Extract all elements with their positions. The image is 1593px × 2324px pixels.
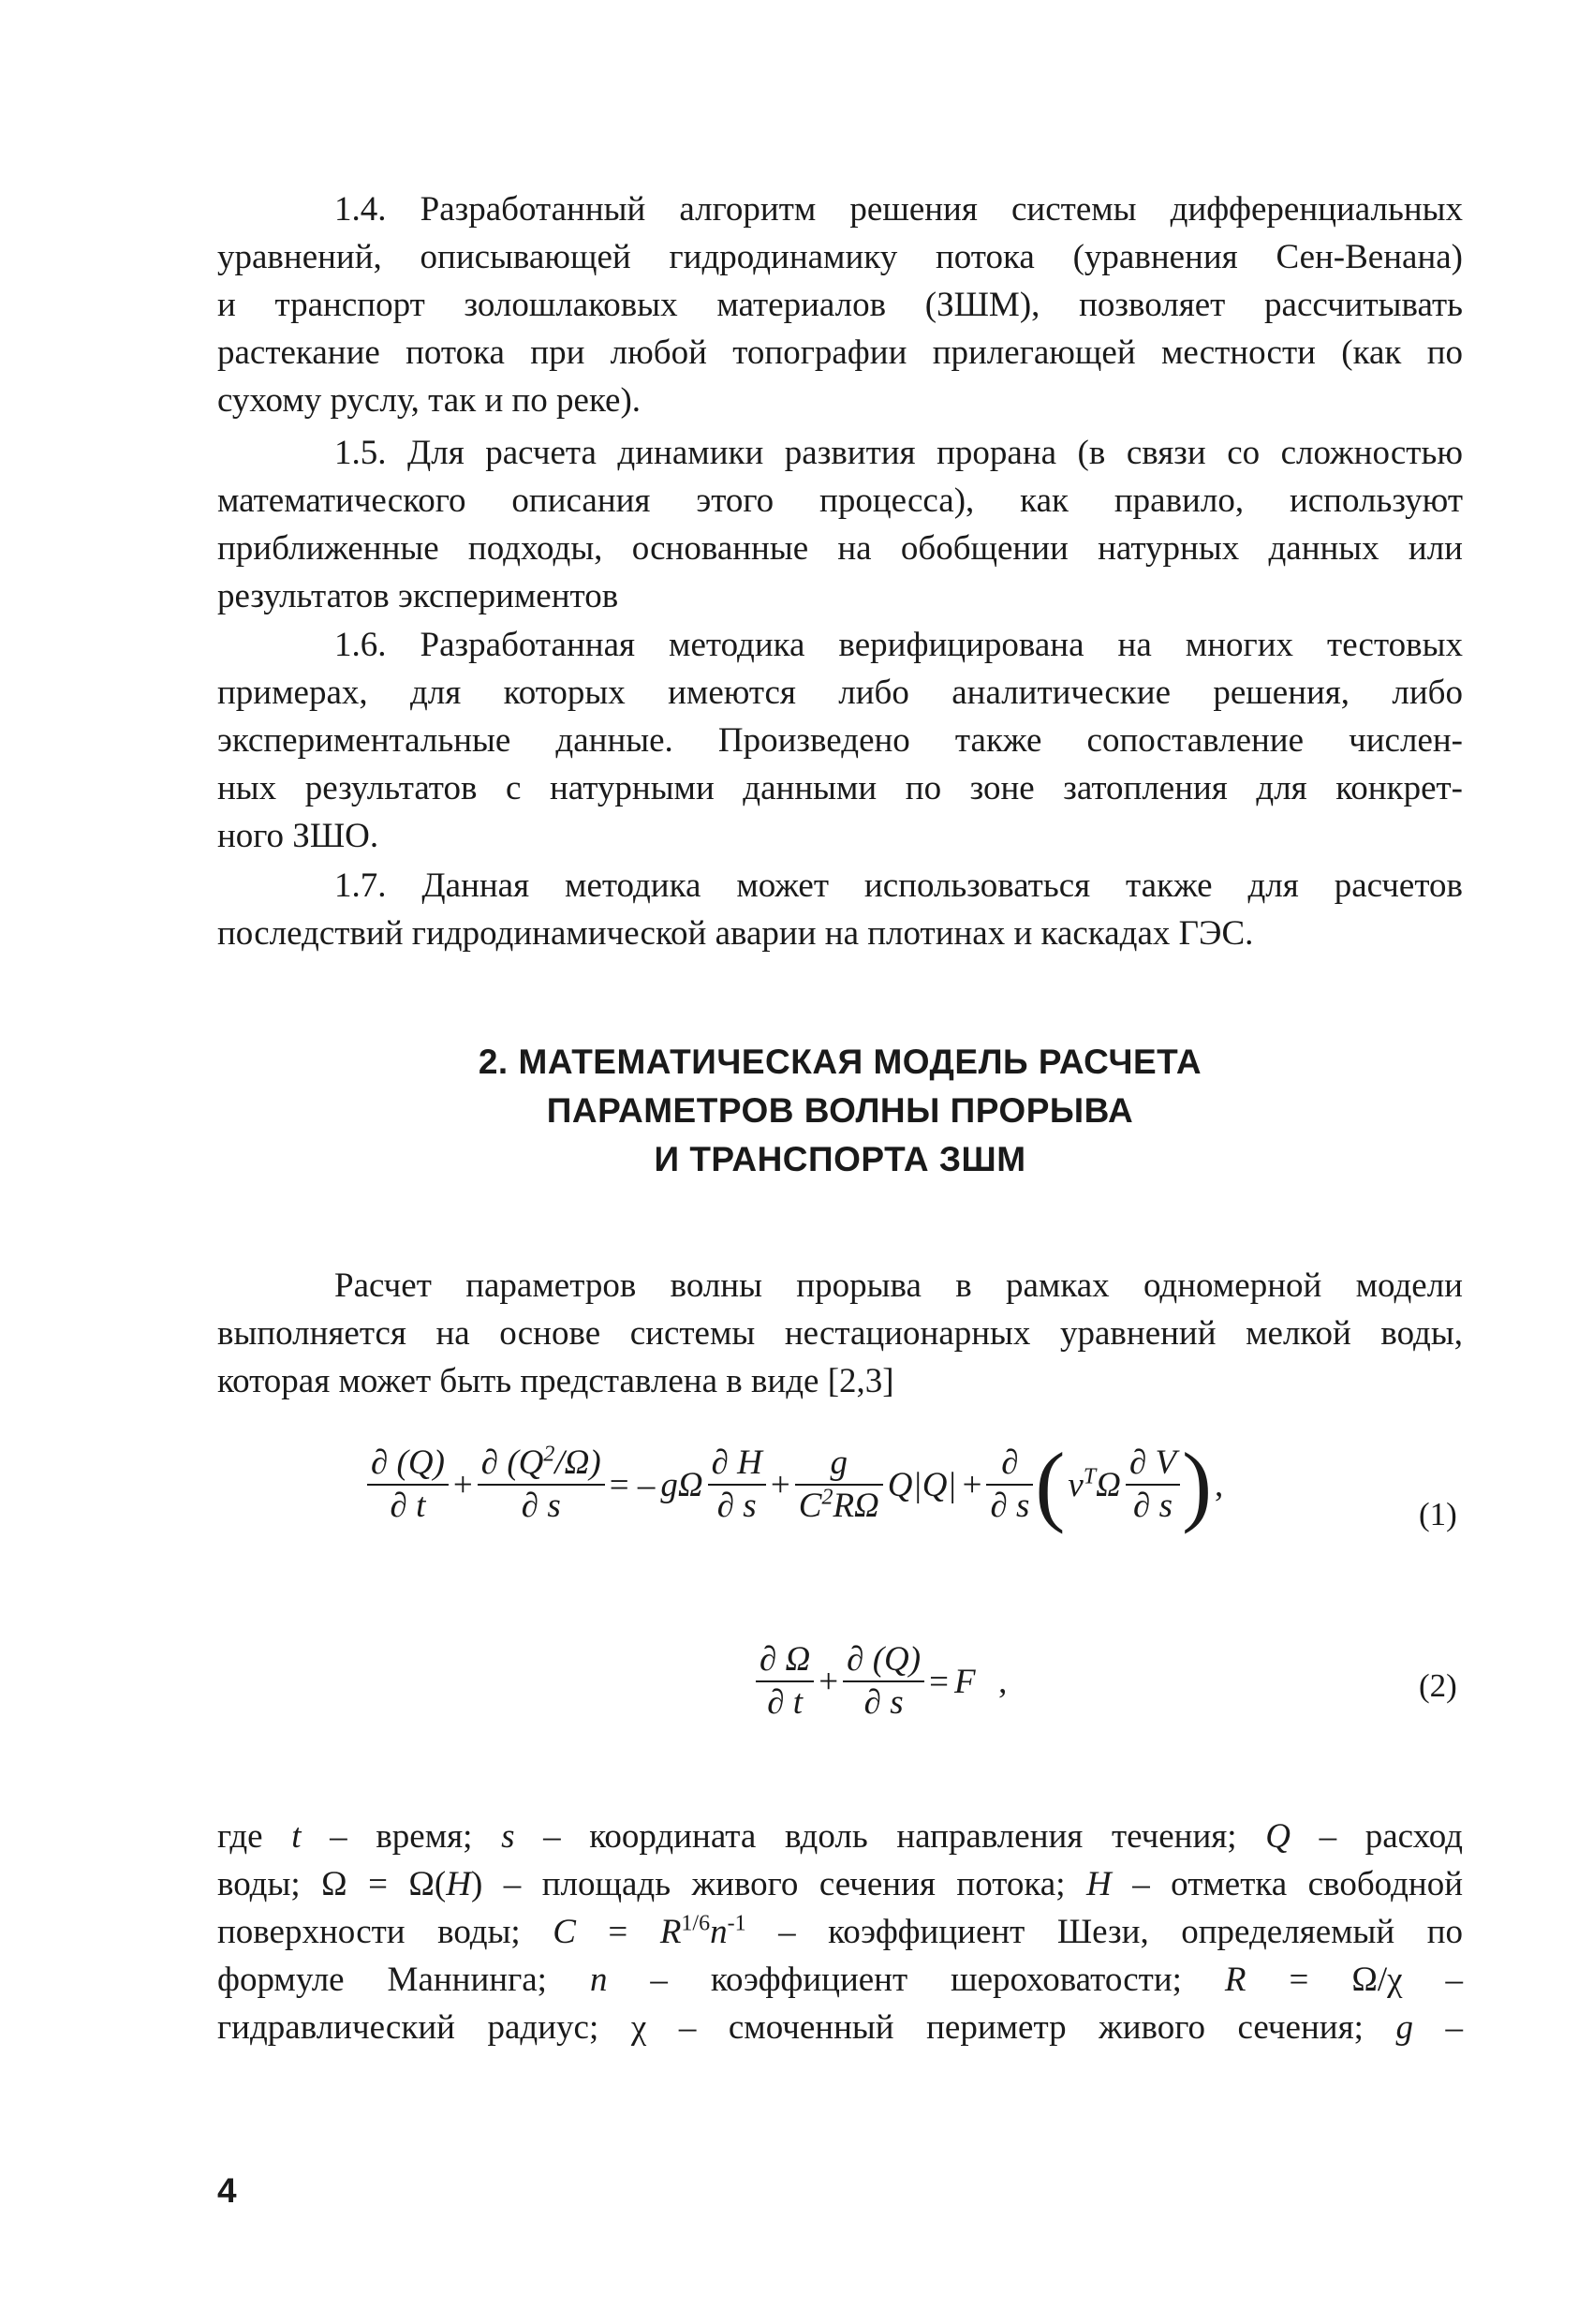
- eq1-term-d-ds: $\frac{\partial}{\partial s}$: [986, 1443, 1033, 1527]
- paragraph-1-7: [217, 862, 1463, 957]
- equation-2: $\frac{\partial \Omega}{\partial t}$ + $\frac{\partial (Q)}{\partial s}$ = F ,: [754, 1639, 1010, 1724]
- p15-line-3: приближенные подходы, основанные на обобщении натурных данных или: [217, 529, 1463, 568]
- eq1-term-friction: $\frac{g}{C^2R\Omega}$: [795, 1443, 883, 1527]
- p16-line-1: 1.6. Разработанная методика верифицирована на многих тестовых: [334, 626, 1463, 664]
- p16-line-5: ного ЗШО.: [217, 817, 379, 855]
- eq1-term-dHds: $\frac{\partial H}{\partial s}$: [708, 1443, 766, 1527]
- p14-line-5: сухому руслу, так и по реке).: [217, 381, 642, 420]
- heading-line-2: ПАРАМЕТРОВ ВОЛНЫ ПРОРЫВА: [546, 1091, 1134, 1130]
- eq2-term-dQds: $\frac{\partial (Q)}{\partial s}$: [843, 1639, 924, 1724]
- p17-line-2: последствий гидродинамической аварии на плотинах и каскадах ГЭС.: [217, 914, 1254, 953]
- equation-1-number: (1): [1419, 1496, 1457, 1532]
- definitions-paragraph: [217, 1813, 1463, 2051]
- p14-line-2: уравнений, описывающей гидродинамику потока (уравнения Сен-Венана): [217, 238, 1463, 276]
- heading-line-3: И ТРАНСПОРТА ЗШМ: [654, 1140, 1026, 1178]
- def-line-4: формуле Маннинга; n – коэффициент шероховатости; R = Ω/χ –: [217, 1961, 1464, 1999]
- def-line-2: воды; Ω = Ω(H) – площадь живого сечения потока; H – отметка свободной: [217, 1865, 1464, 1903]
- p14-line-1: 1.4. Разработанный алгоритм решения системы дифференциальных: [334, 190, 1463, 229]
- paragraph-1-6: [217, 621, 1463, 860]
- p15-line-2: математического описания этого процесса), как правило, используют: [217, 481, 1463, 520]
- p16-line-3: экспериментальные данные. Произведено также сопоставление числен-: [217, 721, 1463, 760]
- eq1-term-dQ2-ds: $\frac{\partial (Q^2/\Omega)}{\partial s}$: [478, 1443, 605, 1527]
- intro-line-1: Расчет параметров волны прорыва в рамках одномерной модели: [334, 1266, 1463, 1305]
- p16-line-2: примерах, для которых имеются либо аналитические решения, либо: [217, 674, 1463, 712]
- page-number: 4: [217, 2171, 237, 2210]
- intro-line-3: которая может быть представлена в виде [2,3]: [217, 1362, 894, 1400]
- intro-line-2: выполняется на основе системы нестационарных уравнений мелкой воды,: [217, 1314, 1463, 1353]
- equation-1: $\frac{\partial (Q)}{\partial t}$ + $\frac{\partial (Q^2/\Omega)}{\partial s}$ = – gΩ $\frac{\partial H}{\partial s}$ + $\frac{g}{C^2R\Omega}$ Q|Q| + $\frac{\partial}{\partial s}$ ($\nu^T\Omega$ $\frac{\partial V}{\partial s}$ ),: [365, 1443, 1226, 1527]
- eq1-term-dQdt: $\frac{\partial (Q)}{\partial t}$: [367, 1443, 449, 1527]
- def-line-5: гидравлический радиус; χ – смоченный периметр живого сечения; g –: [217, 2008, 1464, 2047]
- eq2-term-dOmegadt: $\frac{\partial \Omega}{\partial t}$: [756, 1639, 814, 1724]
- section-heading: [217, 1038, 1463, 1184]
- paragraph-1-5: [217, 429, 1463, 620]
- def-line-3: поверхности воды; $C = R^{1/6}n^{-1}$ – коэффициент Шези, определяемый по: [217, 1911, 1463, 1951]
- eq1-term-dVds: $\frac{\partial V}{\partial s}$: [1126, 1443, 1180, 1527]
- p14-line-3: и транспорт золошлаковых материалов (ЗШМ), позволяет рассчитывать: [217, 286, 1463, 324]
- paragraph-1-4: [217, 185, 1463, 424]
- def-line-1: где t – время; s – координата вдоль направления течения; Q – расход: [217, 1817, 1463, 1856]
- heading-line-1: 2. МАТЕМАТИЧЕСКАЯ МОДЕЛЬ РАСЧЕТА: [478, 1043, 1202, 1081]
- p16-line-4: ных результатов с натурными данными по зоне затопления для конкрет-: [217, 769, 1463, 807]
- intro-paragraph: [217, 1262, 1463, 1405]
- p17-line-1: 1.7. Данная методика может использоваться также для расчетов: [334, 866, 1463, 905]
- p15-line-1: 1.5. Для расчета динамики развития прорана (в связи со сложностью: [334, 434, 1463, 472]
- equation-2-number: (2): [1419, 1667, 1457, 1704]
- p14-line-4: растекание потока при любой топографии прилегающей местности (как по: [217, 333, 1463, 372]
- p15-line-4: результатов экспериментов: [217, 577, 619, 615]
